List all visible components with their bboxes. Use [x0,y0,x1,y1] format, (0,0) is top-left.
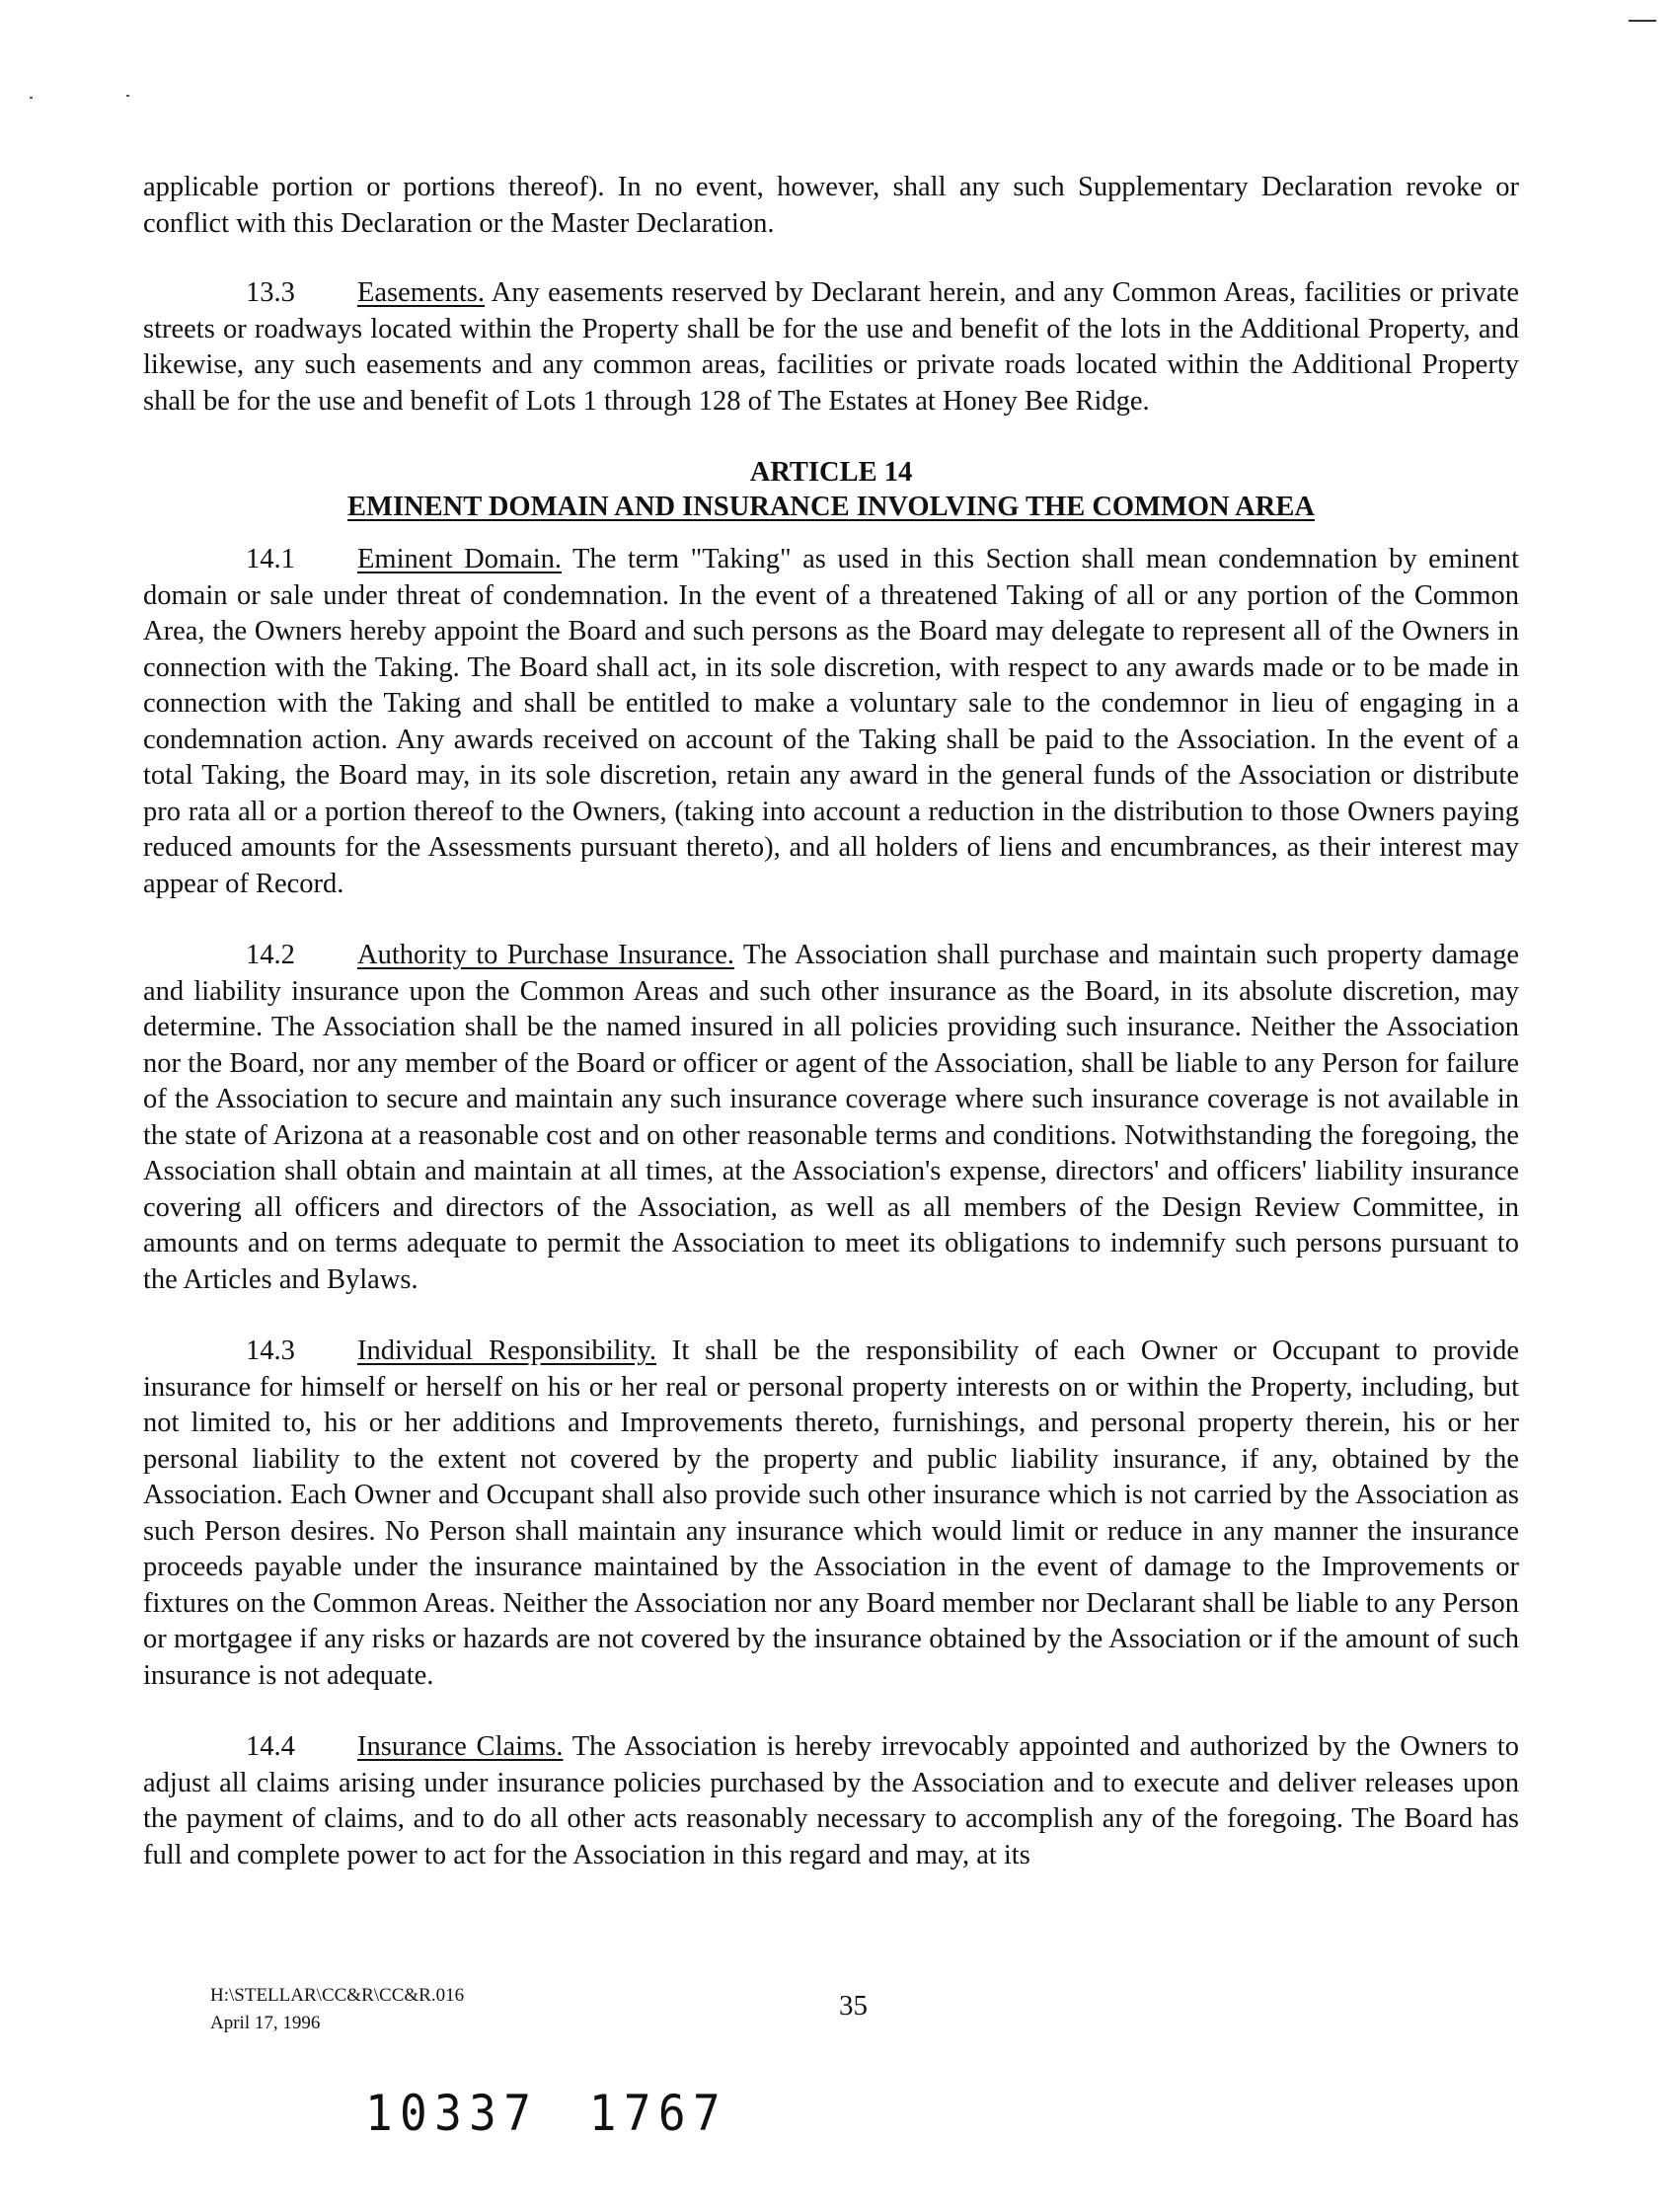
section-14-2 [143,938,1519,1298]
section-body: It shall be the responsibility of each Owner or Occupant to provide insurance for himself or herself on his or her real or personal property interests on or within the Property, including, but not limited to, his or her additions and Improvements thereto, furnishings, and personal property therein, his or her personal liability to the extent not covered by the property and public liability insurance, if any, obtained by the Association. Each Owner and Occupant shall also provide such other insurance which is not carried by the Association as such Person desires. No Person shall maintain any insurance which would limit or reduce in any manner the insurance proceeds payable under the insurance maintained by the Association in the event of damage to the Improvements or fixtures on the Common Areas. Neither the Association nor any Board member nor Declarant shall be liable to any Person or mortgagee if any risks or hazards are not covered by the insurance obtained by the Association or if the amount of such insurance is not adequate. [143,1335,1520,1691]
article-label: ARTICLE 14 [749,457,913,488]
section-heading: Authority to Purchase Insurance. [357,940,735,970]
section-heading: Eminent Domain. [357,544,563,574]
scan-speck [126,95,129,97]
section-body: The term "Taking" as used in this Section shall mean condemnation by eminent domain or sale under threat of condemnation. In the event of a threatened Taking of all or any portion of the Common Area, the Owners hereby appoint the Board and such persons as the Board may delegate to represent all of the Owners in connection with the Taking. The Board shall act, in its sole discretion, with respect to any awards made or to be made in connection with the Taking and shall be entitled to make a voluntary sale to the condemnor in lieu of engaging in a condemnation action. Any awards received on account of the Taking shall be paid to the Association. In the event of a total Taking, the Board may, in its sole discretion, retain any award in the general funds of the Association or distribute pro rata all or a portion thereof to the Owners, (taking into account a reduction in the distribution to those Owners paying reduced amounts for the Assessments pursuant thereto), and all holders of liens and encumbrances, as their interest may appear of Record. [143,544,1519,899]
page-number: 35 [839,1990,868,2021]
section-14-3 [143,1334,1519,1694]
section-14-1 [143,542,1519,902]
recording-stamp [365,2085,727,2142]
section-13-3 [143,275,1519,420]
section-body: Any easements reserved by Declarant herein, and any Common Areas, facilities or private streets or roadways located within the Property shall be for the use and benefit of the lots in the Additional Property, and likewise, any such easements and any common areas, facilities or private roads located within the Additional Property shall be for the use and benefit of Lots 1 through 128 of The Estates at Honey Bee Ridge. [143,277,1519,417]
section-heading: Individual Responsibility. [357,1335,656,1366]
article-title: EMINENT DOMAIN AND INSURANCE INVOLVING THE COMMON AREA [347,492,1315,522]
section-number: 14.3 [246,1335,295,1366]
section-number: 14.1 [246,544,295,574]
recording-page-number: 1767 [588,2085,728,2142]
section-body: The Association shall purchase and maintain such property damage and liability insurance upon the Common Areas and such other insurance as the Board, in its absolute discretion, may determine. The Association shall be the named insured in all policies providing such insurance. Neither the Association nor the Board, nor any member of the Board or officer or agent of the Association, shall be liable to any Person for failure of the Association to secure and maintain any such insurance coverage where such insurance coverage is not available in the state of Arizona at a reasonable cost and on other reasonable terms and conditions. Notwithstanding the foregoing, the Association shall obtain and maintain at all times, at the Association's expense, directors' and officers' liability insurance covering all officers and directors of the Association, as well as all members of the Design Review Committee, in amounts and on terms adequate to permit the Association to meet its obligations to indemnify such persons pursuant to the Articles and Bylaws. [143,940,1519,1295]
scan-speck [30,97,33,99]
article-heading [143,455,1519,524]
section-heading: Insurance Claims. [357,1731,564,1762]
footer-file-path: H:\STELLAR\CC&R\CC&R.016 [210,1985,465,2006]
section-heading: Easements. [357,277,486,308]
scan-corner-mark [1629,20,1656,22]
document-body [143,170,1519,1909]
section-body: The Association is hereby irrevocably appointed and authorized by the Owners to adjust all claims arising under insurance policies purchased by the Association and to execute and deliver releases upon the payment of claims, and to do all other acts reasonably necessary to accomplish any of the foregoing. The Board has full and complete power to act for the Association in this regard and may, at its [143,1731,1519,1870]
opening-paragraph: applicable portion or portions thereof). In no event, however, shall any such Supplementary Declaration revoke or conflict with this Declaration or the Master Declaration. [143,172,1519,239]
footer-date: April 17, 1996 [210,2013,321,2033]
section-number: 14.2 [246,940,295,970]
section-number: 13.3 [246,277,295,308]
section-14-4 [143,1729,1519,1873]
recording-book-number: 10337 [365,2085,539,2142]
section-number: 14.4 [246,1731,295,1762]
footer-file-info [210,1982,464,2037]
